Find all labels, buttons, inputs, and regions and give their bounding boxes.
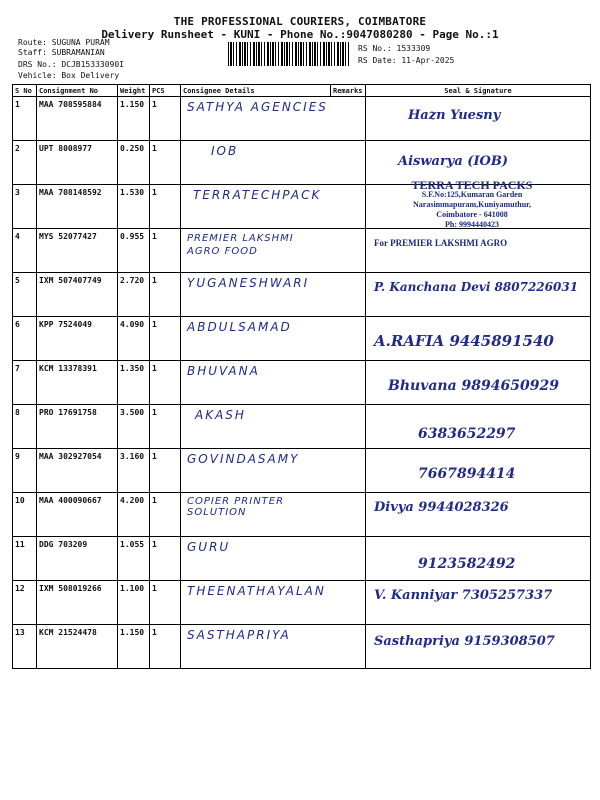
table-row: [13, 537, 591, 581]
cell-consignment: MAA 708595884: [37, 97, 118, 141]
signature-text: 6383652297: [418, 426, 516, 442]
cell-weight: 2.720: [118, 273, 150, 317]
company-seal-stamp: [378, 180, 566, 230]
cell-signature: [366, 229, 591, 273]
cell-remarks: [331, 317, 366, 361]
cell-remarks: [331, 141, 366, 185]
table-row: [13, 229, 591, 273]
cell-pcs: 1: [150, 273, 181, 317]
runsheet-table: [12, 84, 591, 669]
cell-pcs: 1: [150, 97, 181, 141]
route-info: Route: SUGUNA PURAM: [18, 38, 110, 47]
cell-sno: 8: [13, 405, 37, 449]
cell-signature: [366, 537, 591, 581]
cell-remarks: [331, 405, 366, 449]
cell-weight: 4.200: [118, 493, 150, 537]
cell-pcs: 1: [150, 229, 181, 273]
table-row: [13, 625, 591, 669]
table-row: [13, 449, 591, 493]
cell-remarks: [331, 493, 366, 537]
cell-weight: 1.100: [118, 581, 150, 625]
rs-date: RS Date: 11-Apr-2025: [358, 56, 455, 65]
cell-remarks: [331, 581, 366, 625]
cell-pcs: 1: [150, 185, 181, 229]
cell-consignee: PREMIER LAKSHMI AGRO FOOD: [181, 229, 331, 273]
cell-consignment: MYS 52077427: [37, 229, 118, 273]
cell-signature: [366, 361, 591, 405]
cell-sno: 2: [13, 141, 37, 185]
stamp-company-name: TERRA TECH PACKS: [411, 178, 533, 192]
cell-sno: 5: [13, 273, 37, 317]
signature-text: Divya 9944028326: [374, 500, 509, 515]
cell-pcs: 1: [150, 405, 181, 449]
cell-consignment: KCM 21524478: [37, 625, 118, 669]
cell-weight: 3.500: [118, 405, 150, 449]
signature-text: 9123582492: [418, 556, 516, 572]
cell-sno: 6: [13, 317, 37, 361]
signature-text: 7667894414: [418, 466, 516, 482]
table-row: [13, 405, 591, 449]
stamp-address-line: Coimbatore - 641008: [436, 210, 508, 219]
cell-sno: 13: [13, 625, 37, 669]
cell-signature: [366, 449, 591, 493]
col-header-weight: Weight: [118, 85, 150, 97]
rs-number: RS No.: 1533309: [358, 44, 431, 53]
cell-pcs: 1: [150, 625, 181, 669]
cell-weight: 0.955: [118, 229, 150, 273]
cell-pcs: 1: [150, 581, 181, 625]
cell-consignee: GURU: [181, 537, 331, 581]
cell-consignment: MAA 400090667: [37, 493, 118, 537]
runsheet-title: Delivery Runsheet - KUNI - Phone No.:9047080280 - Page No.:1: [101, 28, 499, 41]
cell-signature: [366, 317, 591, 361]
cell-consignment: KPP 7524049: [37, 317, 118, 361]
cell-weight: 1.055: [118, 537, 150, 581]
cell-consignment: MAA 302927054: [37, 449, 118, 493]
cell-signature: [366, 581, 591, 625]
table-row: [13, 273, 591, 317]
signature-text: A.RAFIA 9445891540: [374, 332, 554, 350]
cell-pcs: 1: [150, 317, 181, 361]
col-header-signature: Seal & Signature: [366, 85, 591, 97]
cell-weight: 1.530: [118, 185, 150, 229]
col-header-sno: S No: [13, 85, 37, 97]
cell-signature: [366, 625, 591, 669]
cell-remarks: [331, 449, 366, 493]
cell-consignment: MAA 708148592: [37, 185, 118, 229]
col-header-consignee: Consignee Details: [181, 85, 331, 97]
cell-remarks: [331, 537, 366, 581]
signature-text: Hazn Yuesny: [408, 108, 501, 123]
barcode: [228, 42, 350, 66]
cell-sno: 9: [13, 449, 37, 493]
cell-remarks: [331, 273, 366, 317]
stamp-phone: Ph: 9994440423: [445, 220, 499, 229]
cell-weight: 1.150: [118, 97, 150, 141]
col-header-pcs: PCS: [150, 85, 181, 97]
cell-consignee: ABDULSAMAD: [181, 317, 331, 361]
cell-weight: 1.150: [118, 625, 150, 669]
cell-sno: 7: [13, 361, 37, 405]
cell-consignment: UPT 8008977: [37, 141, 118, 185]
cell-remarks: [331, 361, 366, 405]
col-header-remarks: Remarks: [331, 85, 366, 97]
cell-consignment: DDG 703209: [37, 537, 118, 581]
cell-pcs: 1: [150, 493, 181, 537]
table-header-row: [13, 85, 591, 97]
table-row: [13, 493, 591, 537]
cell-pcs: 1: [150, 449, 181, 493]
cell-remarks: [331, 97, 366, 141]
col-header-consignment: Consignment No: [37, 85, 118, 97]
signature-text: Aiswarya (IOB): [398, 154, 509, 169]
staff-info: Staff: SUBRAMANIAN: [18, 48, 105, 57]
cell-remarks: [331, 229, 366, 273]
cell-remarks: [331, 185, 366, 229]
cell-weight: 4.090: [118, 317, 150, 361]
cell-sno: 1: [13, 97, 37, 141]
cell-signature: [366, 405, 591, 449]
cell-pcs: 1: [150, 361, 181, 405]
drs-number: DRS No.: DCJB15333090I: [18, 60, 124, 69]
cell-consignment: KCM 13378391: [37, 361, 118, 405]
cell-consignee: BHUVANA: [181, 361, 331, 405]
cell-weight: 1.350: [118, 361, 150, 405]
signature-text: Bhuvana 9894650929: [388, 378, 559, 394]
signature-text: V. Kanniyar 7305257337: [374, 588, 553, 603]
cell-remarks: [331, 625, 366, 669]
cell-sno: 11: [13, 537, 37, 581]
seal-text: For PREMIER LAKSHMI AGRO: [374, 238, 508, 248]
cell-weight: 3.160: [118, 449, 150, 493]
cell-consignee: COPIER PRINTER SOLUTION: [181, 493, 331, 537]
cell-sno: 3: [13, 185, 37, 229]
cell-pcs: 1: [150, 537, 181, 581]
cell-consignee: TERRATECHPACK: [181, 185, 331, 229]
stamp-address-line: S.F.No:125,Kumaran Garden: [421, 190, 523, 199]
cell-signature: [366, 97, 591, 141]
cell-weight: 0.250: [118, 141, 150, 185]
cell-pcs: 1: [150, 141, 181, 185]
cell-consignee: YUGANESHWARI: [181, 273, 331, 317]
table-row: [13, 361, 591, 405]
cell-consignee: GOVINDASAMY: [181, 449, 331, 493]
cell-consignment: PRO 17691758: [37, 405, 118, 449]
vehicle-info: Vehicle: Box Delivery: [18, 71, 120, 80]
table-row: [13, 581, 591, 625]
company-title: THE PROFESSIONAL COURIERS, COIMBATORE: [173, 15, 427, 28]
cell-consignee: AKASH: [181, 405, 331, 449]
cell-consignee: THEENATHAYALAN: [181, 581, 331, 625]
cell-consignee: SATHYA AGENCIES: [181, 97, 331, 141]
table-row: [13, 317, 591, 361]
signature-text: Sasthapriya 9159308507: [374, 634, 555, 649]
cell-sno: 12: [13, 581, 37, 625]
signature-text: P. Kanchana Devi 8807226031: [374, 280, 579, 294]
cell-signature: [366, 493, 591, 537]
cell-consignment: IXM 508019266: [37, 581, 118, 625]
cell-sno: 10: [13, 493, 37, 537]
cell-signature: [366, 273, 591, 317]
cell-consignee: IOB: [181, 141, 331, 185]
table-row: [13, 97, 591, 141]
cell-sno: 4: [13, 229, 37, 273]
cell-consignee: SASTHAPRIYA: [181, 625, 331, 669]
stamp-address-line: Narasimmapuram,Kuniyamuthur,: [413, 200, 531, 209]
cell-consignment: IXM 507407749: [37, 273, 118, 317]
